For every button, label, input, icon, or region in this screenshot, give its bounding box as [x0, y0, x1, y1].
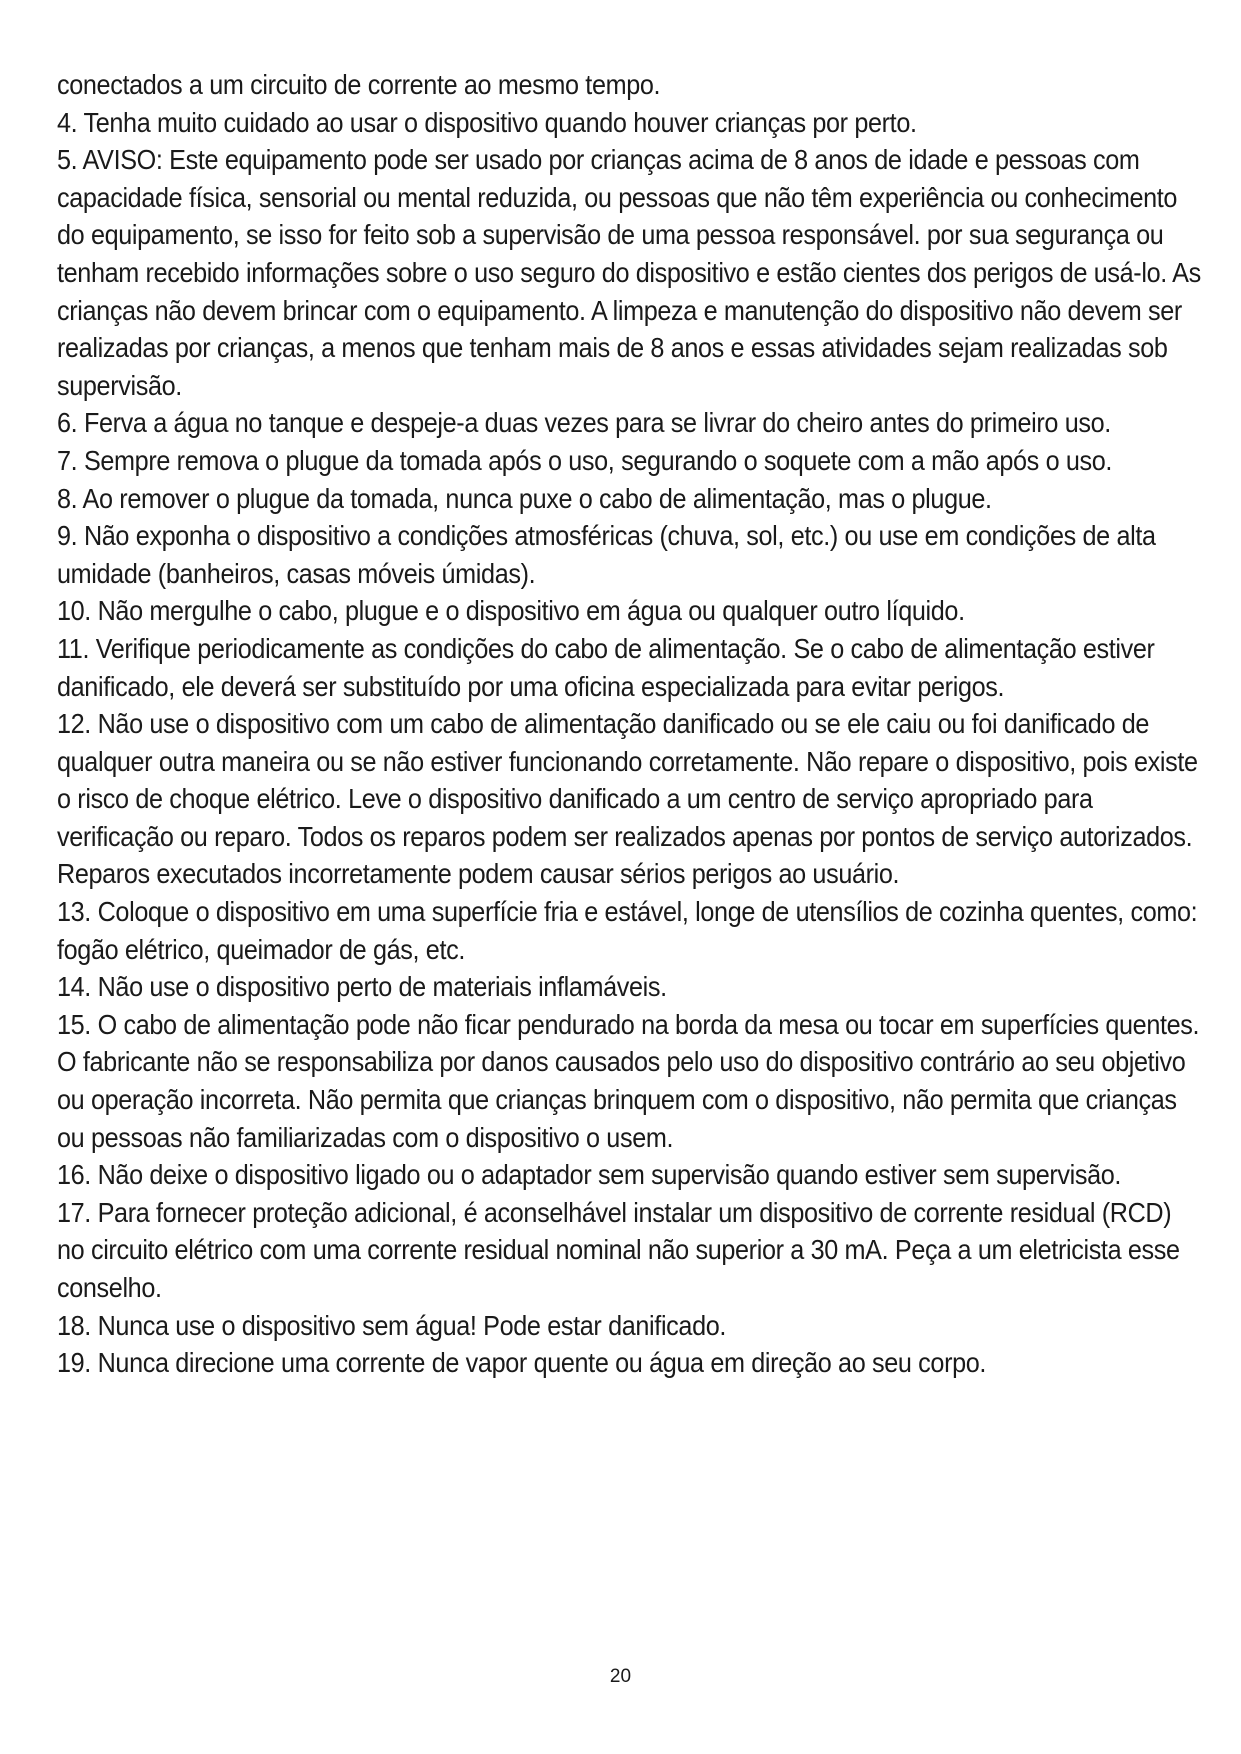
paragraph-item-16: 16. Não deixe o dispositivo ligado ou o adaptador sem supervisão quando estiver sem supervisão. — [57, 1159, 1122, 1191]
paragraph-item-15: 15. O cabo de alimentação pode não ficar pendurado na borda da mesa ou tocar em superfícies quentes. O fabricante não se responsabiliza por danos causados pelo uso do dispositivo contrário ao seu objetivo ou operação incorreta. Não permita que crianças brinquem com o dispositivo, não permita que crianças ou pessoas não familiarizadas com o dispositivo o usem. — [57, 1008, 1200, 1153]
paragraph-item-5: 5. AVISO: Este equipamento pode ser usado por crianças acima de 8 anos de idade e pessoas com capacidade física, sensorial ou mental reduzida, ou pessoas que não têm experiência ou conhecimento do equipamento, se isso for feito sob a supervisão de uma pessoa responsável. por sua segurança ou tenham recebido informações sobre o uso seguro do dispositivo e estão cientes dos perigos de usá-lo. As crianças não devem brincar com o equipamento. A limpeza e manutenção do dispositivo não devem ser realizadas por crianças, a menos que tenham mais de 8 anos e essas atividades sejam realizadas sob supervisão. — [57, 144, 1201, 401]
paragraph-item-13: 13. Coloque o dispositivo em uma superfície fria e estável, longe de utensílios de cozinha quentes, como: fogão elétrico, queimador de gás, etc. — [57, 896, 1198, 965]
paragraph-item-6: 6. Ferva a água no tanque e despeje-a duas vezes para se livrar do cheiro antes do primeiro uso. — [57, 407, 1111, 439]
document-body — [57, 66, 1202, 1382]
paragraph-item-18: 18. Nunca use o dispositivo sem água! Pode estar danificado. — [57, 1309, 727, 1341]
paragraph-item-19: 19. Nunca direcione uma corrente de vapor quente ou água em direção ao seu corpo. — [57, 1347, 987, 1379]
paragraph-item-14: 14. Não use o dispositivo perto de materiais inflamáveis. — [57, 971, 667, 1003]
paragraph-item-12: 12. Não use o dispositivo com um cabo de alimentação danificado ou se ele caiu ou foi danificado de qualquer outra maneira ou se não estiver funcionando corretamente. Não repare o dispositivo, pois existe o risco de choque elétrico. Leve o dispositivo danificado a um centro de serviço apropriado para verificação ou reparo. Todos os reparos podem ser realizados apenas por pontos de serviço autorizados. Reparos executados incorretamente podem causar sérios perigos ao usuário. — [57, 708, 1198, 890]
paragraph-continuation: conectados a um circuito de corrente ao mesmo tempo. — [57, 69, 661, 100]
paragraph-item-9: 9. Não exponha o dispositivo a condições atmosféricas (chuva, sol, etc.) ou use em condições de alta umidade (banheiros, casas móveis úmidas). — [57, 520, 1156, 589]
paragraph-item-17: 17. Para fornecer proteção adicional, é aconselhável instalar um dispositivo de corrente residual (RCD) no circuito elétrico com uma corrente residual nominal não superior a 30 mA. Peça a um eletricista esse conselho. — [57, 1196, 1180, 1303]
paragraph-item-7: 7. Sempre remova o plugue da tomada após o uso, segurando o soquete com a mão após o uso. — [57, 444, 1113, 476]
paragraph-item-4: 4. Tenha muito cuidado ao usar o dispositivo quando houver crianças por perto. — [57, 106, 917, 138]
paragraph-item-8: 8. Ao remover o plugue da tomada, nunca puxe o cabo de alimentação, mas o plugue. — [57, 482, 992, 514]
paragraph-item-10: 10. Não mergulhe o cabo, plugue e o dispositivo em água ou qualquer outro líquido. — [57, 595, 965, 627]
page-number: 20 — [609, 1666, 632, 1687]
paragraph-item-11: 11. Verifique periodicamente as condições do cabo de alimentação. Se o cabo de alimentação estiver danificado, ele deverá ser substituído por uma oficina especializada para evitar perigos. — [57, 632, 1155, 702]
